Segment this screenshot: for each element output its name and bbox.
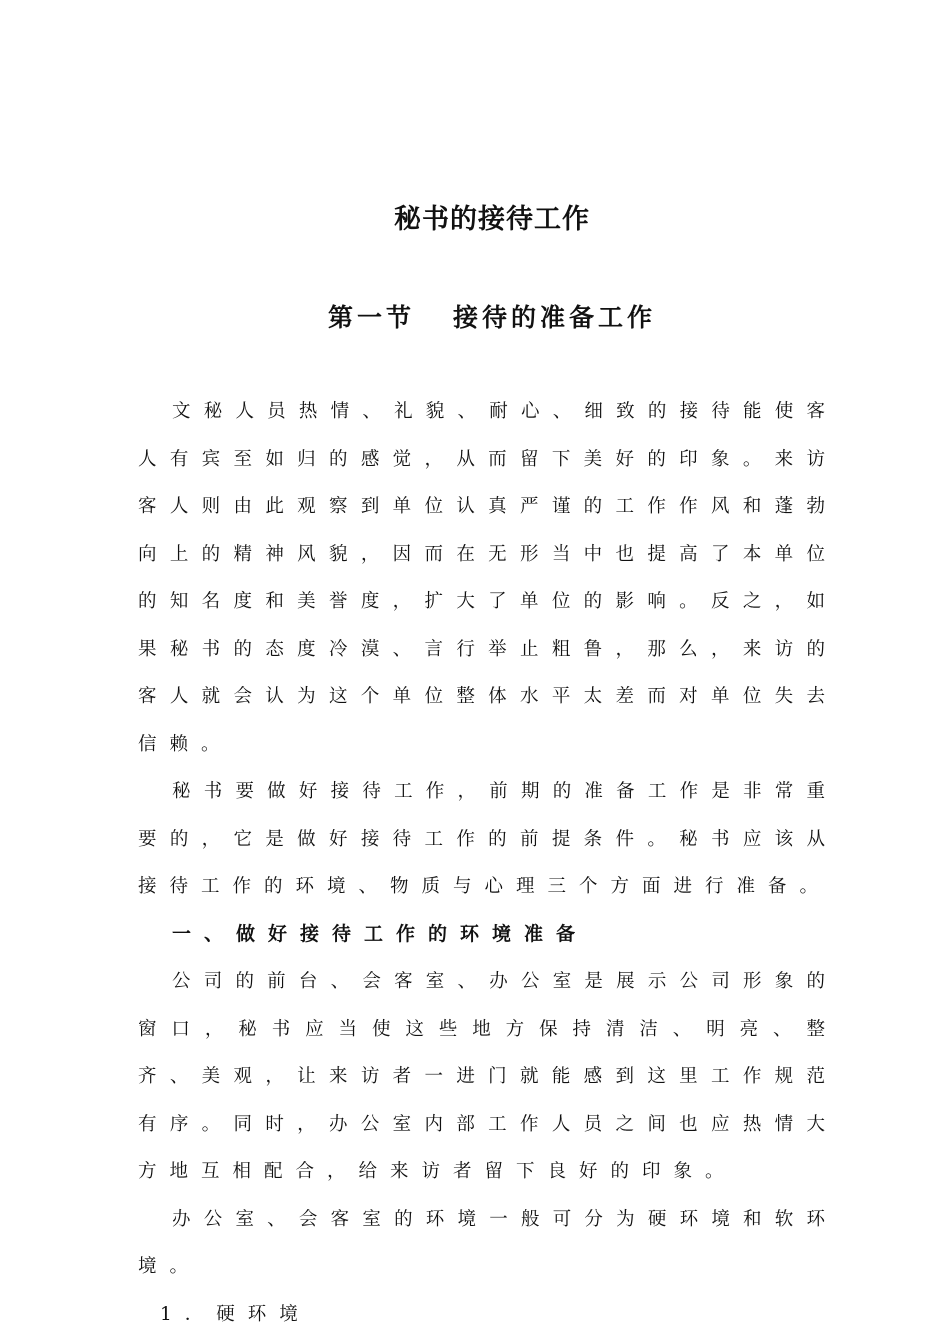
section-name: 接待的准备工作 [453,303,657,332]
list-item-hard-environment: 1．硬环境 [160,1303,311,1325]
document-title: 秘书的接待工作 [394,204,590,235]
paragraph-preparation: 秘书要做好接待工作，前期的准备工作是非常重要的，它是做好接待工作的前提条件。秘书应该从接待工作的环境、物质与心理三个方面进行准备。 [138,781,838,897]
paragraph-environment-types: 办公室、会客室的环境一般可分为硬环境和软环境。 [138,1208,838,1277]
paragraph-office-image: 公司的前台、会客室、办公室是展示公司形象的窗口，秘书应当使这些地方保持清洁、明亮、整齐、美观，让来访者一进门就能感到这里工作规范有序。同时，办公室内部工作人员之间也应热情大方地互相配合，给来访者留下良好的印象。 [138,971,838,1182]
heading-environment-preparation: 一、做好接待工作的环境准备 [172,922,589,945]
section-title [0,298,950,338]
section-number: 第一节 [327,303,415,332]
paragraph-intro: 文秘人员热情、礼貌、耐心、细致的接待能使客人有宾至如归的感觉，从而留下美好的印象。来访客人则由此观察到单位认真严谨的工作作风和蓬勃向上的精神风貌，因而在无形当中也提高了本单位的知名度和美誉度，扩大了单位的影响。反之，如果秘书的态度冷漠、言行举止粗鲁，那么，来访的客人就会认为这个单位整体水平太差而对单位失去信赖。 [138,401,838,755]
document-body [138,388,838,1338]
